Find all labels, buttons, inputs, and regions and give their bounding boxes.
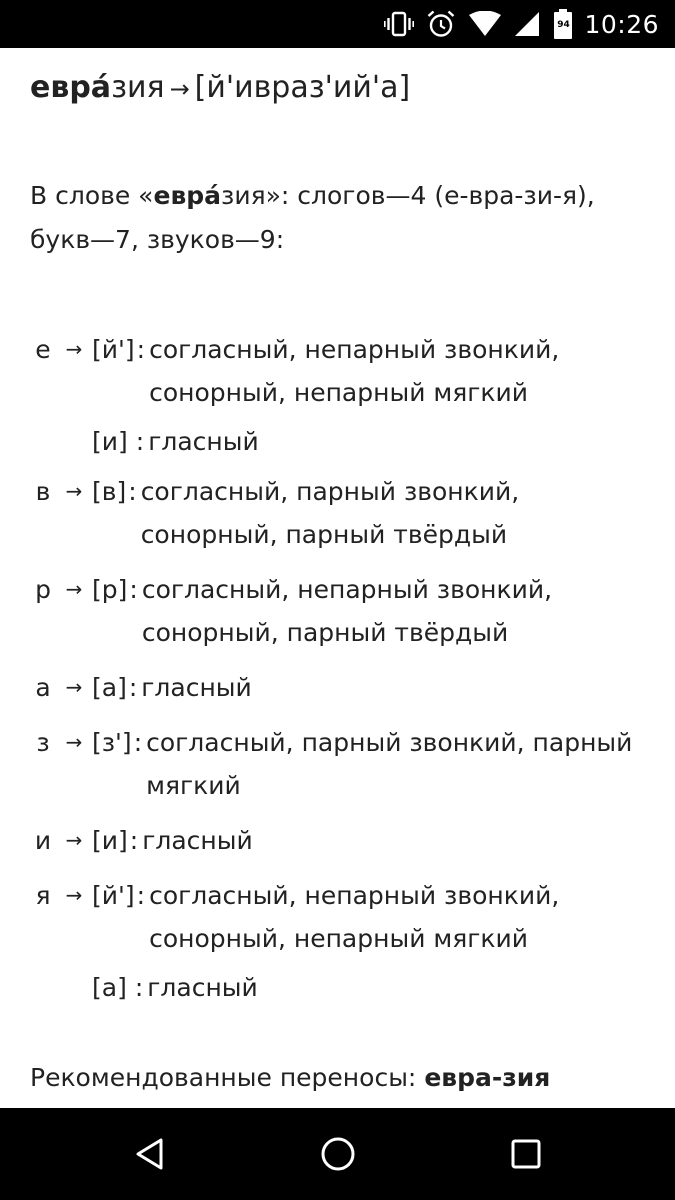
phonetic-letter: з	[36, 728, 50, 757]
phonetic-row	[30, 470, 660, 556]
phonetic-row	[30, 568, 660, 654]
phonetic-colon: :	[136, 881, 146, 910]
phonetic-arrow: →	[65, 479, 83, 503]
word-headline	[30, 66, 410, 111]
phonetic-row	[30, 874, 660, 960]
phonetic-letter: е	[35, 335, 51, 364]
phonetic-description: согласный, непарный звонкий, сонорный, непарный мягкий	[149, 335, 560, 407]
phonetic-letter: в	[35, 477, 51, 506]
hyphenation	[30, 1056, 550, 1100]
summary-word-rest: зия	[221, 181, 266, 210]
phonetic-colon: :	[128, 673, 138, 702]
status-bar	[0, 0, 675, 48]
phonetic-colon: :	[129, 575, 138, 604]
phonetic-entry	[30, 721, 660, 807]
summary-word-stressed: евра́	[153, 181, 222, 210]
phonetic-subrow	[30, 420, 660, 463]
phonetic-arrow: →	[65, 730, 83, 754]
phonetic-entry	[30, 874, 660, 1009]
phonetic-row	[30, 819, 660, 862]
phonetic-entry	[30, 666, 660, 709]
hyphenation-value: евра-зия	[424, 1063, 551, 1092]
summary-prefix: В слове «	[30, 181, 154, 210]
phonetic-sound: [и]	[92, 427, 128, 456]
phonetic-sound: [и]	[92, 826, 128, 855]
content-area	[0, 48, 675, 1108]
phonetic-description: гласный	[147, 973, 258, 1002]
phonetic-arrow: →	[65, 577, 83, 601]
headline-transcription: [й'ивраз'ий'а]	[194, 70, 411, 105]
phonetic-description: согласный, непарный звонкий, сонорный, непарный мягкий	[149, 881, 560, 953]
navigation-bar	[0, 1108, 675, 1200]
phonetic-description: гласный	[142, 826, 253, 855]
phonetic-row	[30, 666, 660, 709]
status-icons	[372, 0, 659, 48]
phonetic-arrow: →	[65, 337, 83, 361]
word-summary	[30, 174, 650, 262]
phonetic-sound: [з']	[92, 728, 132, 757]
phonetic-colon: :	[133, 728, 143, 757]
headline-word-rest: зия	[111, 70, 165, 105]
battery-percent: 94	[557, 20, 570, 30]
phonetic-description: гласный	[141, 673, 252, 702]
phonetic-arrow: →	[65, 675, 83, 699]
phonetic-description: гласный	[148, 427, 259, 456]
phonetic-entry	[30, 819, 660, 862]
phonetic-letter: р	[35, 575, 51, 604]
phonetic-sound: [в]	[92, 477, 127, 506]
phonetic-colon: :	[135, 427, 145, 456]
wifi-icon	[468, 11, 502, 37]
clock: 10:26	[584, 9, 659, 39]
phonetic-analysis	[30, 316, 660, 1009]
alarm-icon	[426, 9, 456, 39]
phonetic-arrow: →	[65, 828, 83, 852]
phonetic-letter: я	[35, 881, 51, 910]
phonetic-entry	[30, 568, 660, 654]
hyphenation-label: Рекомендованные переносы:	[30, 1063, 425, 1092]
phonetic-sound: [а]	[92, 973, 127, 1002]
recents-icon[interactable]	[506, 1134, 546, 1174]
phonetic-arrow: →	[65, 883, 83, 907]
phonetic-sound: [р]	[92, 575, 128, 604]
phonetic-sound: [й']	[92, 335, 135, 364]
headline-arrow: →	[169, 75, 190, 103]
phonetic-letter: а	[35, 673, 51, 702]
signal-icon	[514, 11, 540, 37]
back-icon[interactable]	[130, 1134, 170, 1174]
phonetic-letter: и	[34, 826, 52, 855]
phonetic-sound: [а]	[92, 673, 127, 702]
phonetic-entry	[30, 328, 660, 463]
headline-word-stressed: евра́	[30, 70, 112, 105]
battery-icon	[554, 9, 572, 39]
phonetic-colon: :	[128, 477, 137, 506]
phonetic-subrow	[30, 966, 660, 1009]
phonetic-row	[30, 721, 660, 807]
phonetic-colon: :	[136, 335, 146, 364]
phonetic-entry	[30, 470, 660, 556]
phonetic-description: согласный, парный звонкий, сонорный, парный твёрдый	[140, 477, 520, 549]
phonetic-description: согласный, парный звонкий, парный мягкий	[146, 728, 633, 800]
phonetic-colon: :	[134, 973, 144, 1002]
phonetic-colon: :	[129, 826, 139, 855]
vibrate-icon	[384, 10, 414, 38]
phonetic-row	[30, 328, 660, 414]
phonetic-sound: [й']	[92, 881, 135, 910]
phonetic-description: согласный, непарный звонкий, сонорный, парный твёрдый	[141, 575, 553, 647]
home-icon[interactable]	[318, 1134, 358, 1174]
summary-counts: »: слогов—4 (е-вра-зи-я), букв—7, звуков—9:	[30, 181, 595, 254]
